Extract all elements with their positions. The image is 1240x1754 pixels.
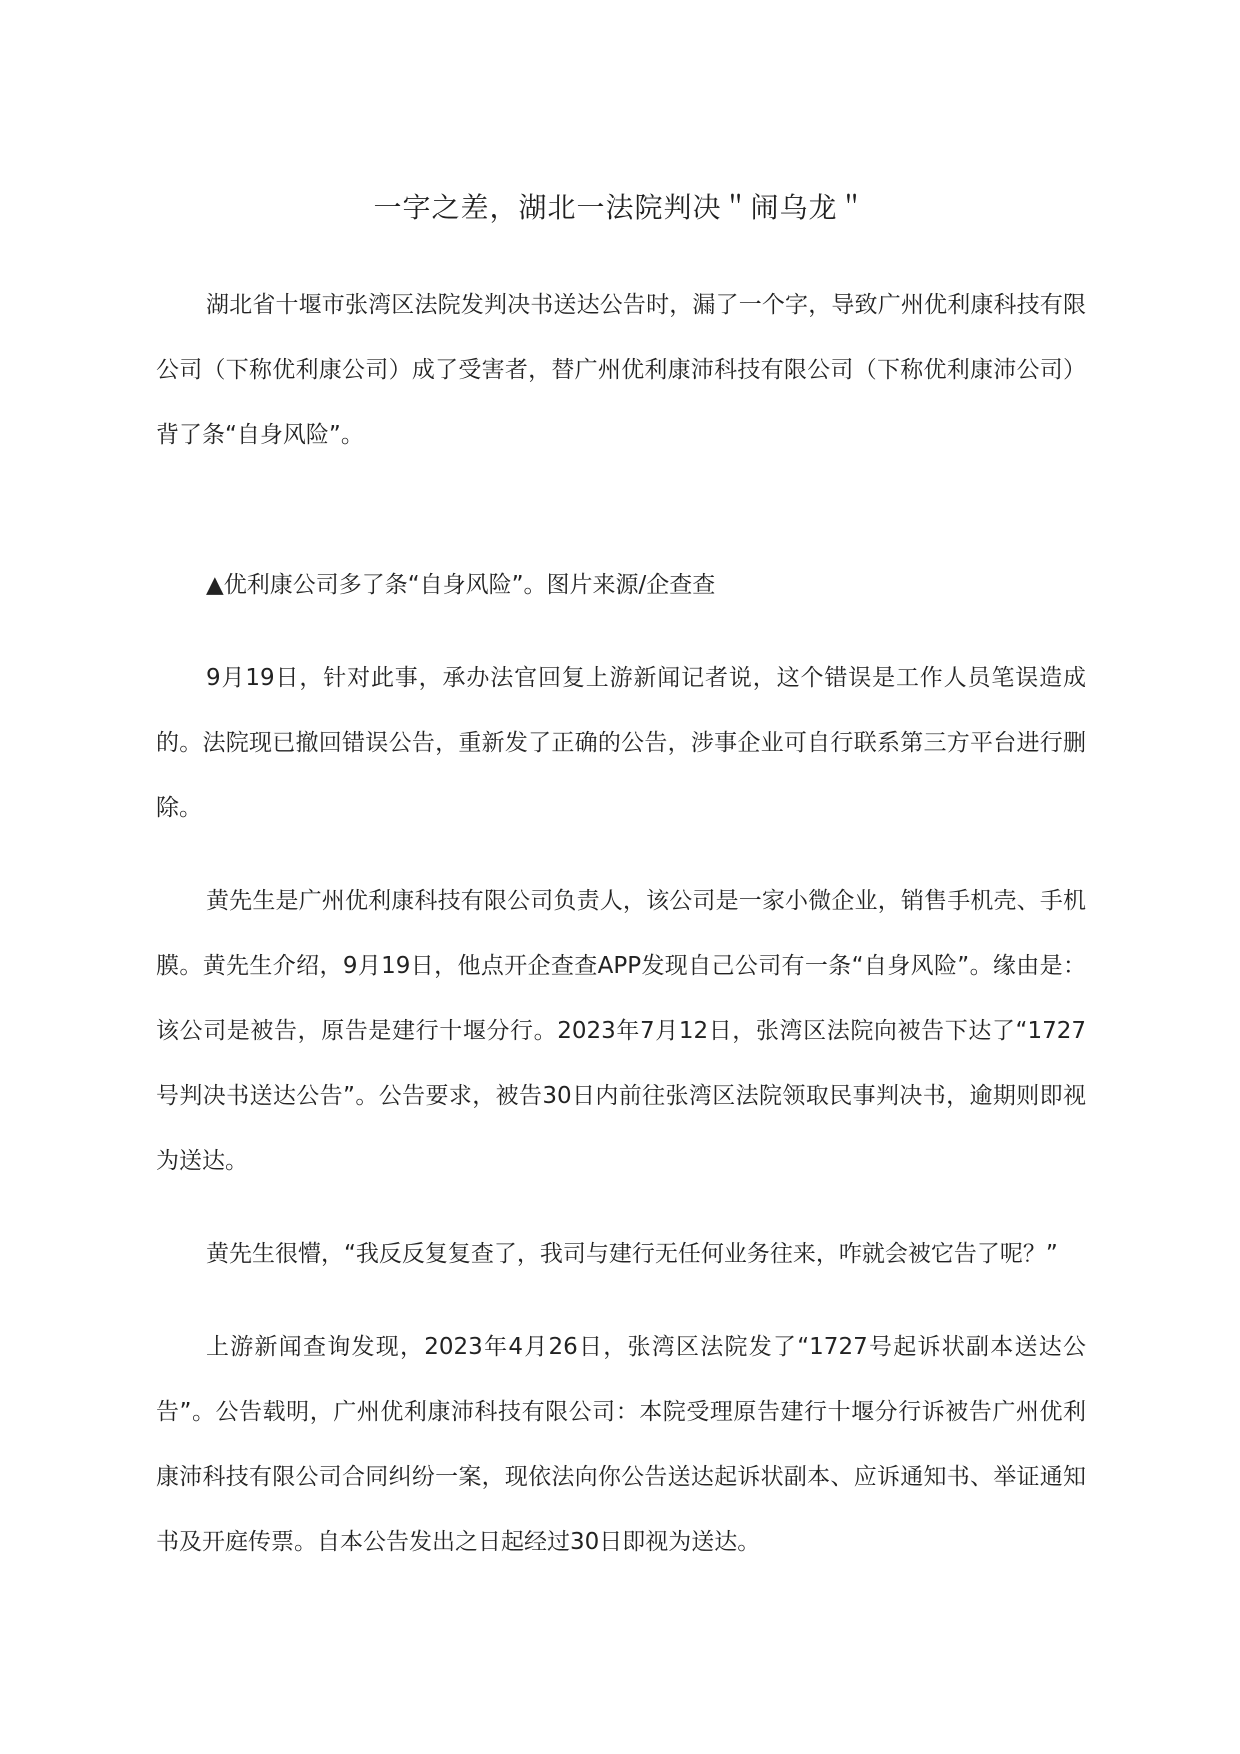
paragraph-judge-reply: 9月19日，针对此事，承办法官回复上游新闻记者说，这个错误是工作人员笔误造成的。法院现已撤回错误公告，重新发了正确的公告，涉事企业可自行联系第三方平台进行删除。 (156, 665, 1086, 821)
paragraph-quote: 黄先生很懵，“我反反复复查了，我司与建行无任何业务往来，咋就会被它告了呢？” (206, 1241, 1058, 1267)
paragraph-investigation: 上游新闻查询发现，2023年4月26日，张湾区法院发了“1727号起诉状副本送达公告”。公告载明，广州优利康沛科技有限公司：本院受理原告建行十堰分行诉被告广州优利康沛科技有限公司合同纠纷一案，现依法向你公告送达起诉状副本、应诉通知书、举证通知书及开庭传票。自本公告发出之日起经过30日即视为送达。 (156, 1334, 1086, 1555)
paragraph-company-owner: 黄先生是广州优利康科技有限公司负责人，该公司是一家小微企业，销售手机壳、手机膜。黄先生介绍，9月19日，他点开企查查APP发现自己公司有一条“自身风险”。缘由是：该公司是被告，原告是建行十堰分行。2023年7月12日，张湾区法院向被告下达了“1727号判决书送达公告”。公告要求，被告30日内前往张湾区法院领取民事判决书，逾期则即视为送达。 (156, 888, 1086, 1174)
image-caption: ▲优利康公司多了条“自身风险”。图片来源/企查查 (206, 572, 716, 598)
article-body (156, 273, 1086, 1603)
paragraph-intro: 湖北省十堰市张湾区法院发判决书送达公告时，漏了一个字，导致广州优利康科技有限公司（下称优利康公司）成了受害者，替广州优利康沛科技有限公司（下称优利康沛公司）背了条“自身风险”。 (156, 292, 1086, 448)
page-title: 一字之差，湖北一法院判决＂闹乌龙＂ (373, 191, 867, 224)
